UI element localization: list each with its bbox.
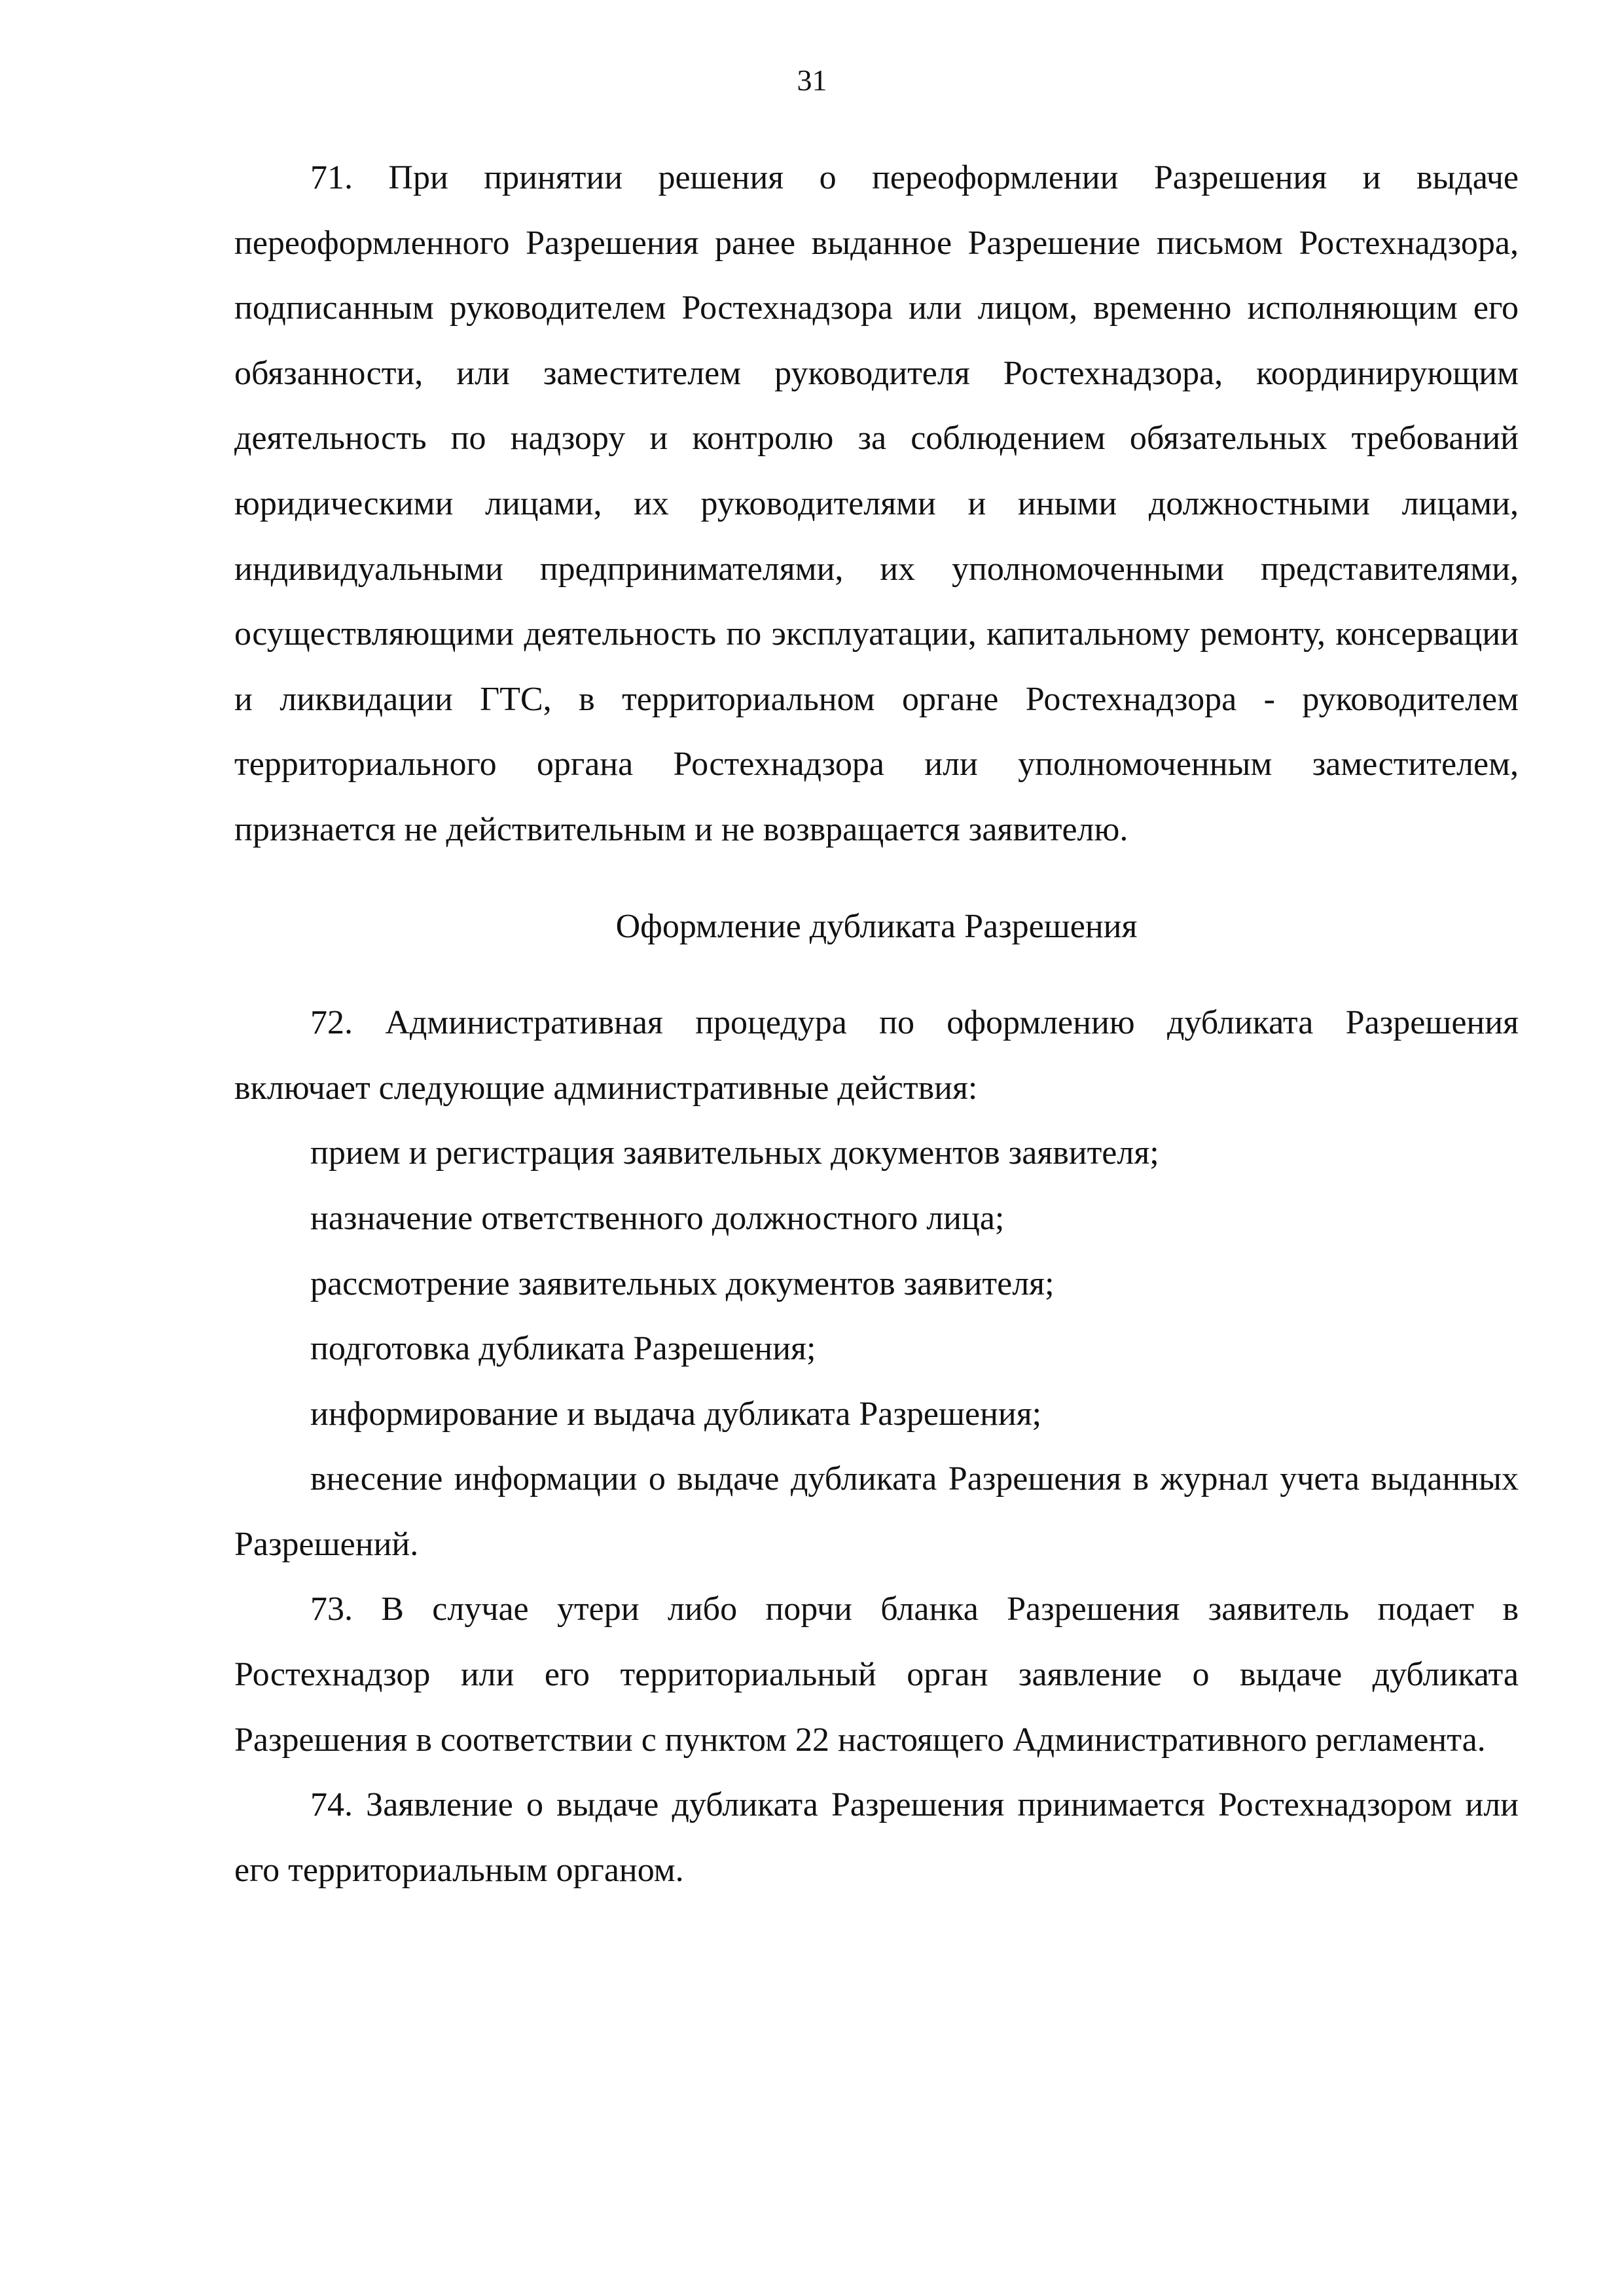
list-item: внесение информации о выдаче дубликата Разрешения в журнал учета выданных Разрешений. [234, 1460, 1519, 1563]
paragraph-73: 73. В случае утери либо порчи бланка Разрешения заявитель подает в Ростехнадзор или его территориальный орган заявление о выдаче дубликата Разрешения в соответствии с пунктом 22 настоящего Административного регламента. [234, 1590, 1519, 1759]
section-heading: Оформление дубликата Разрешения [615, 907, 1138, 945]
list-item: подготовка дубликата Разрешения; [310, 1330, 816, 1368]
paragraph-71: 71. При принятии решения о переоформлении Разрешения и выдаче переоформленного Разрешения ранее выданное Разрешение письмом Ростехнадзора, подписанным руководителем Ростехнадзора или лицом, временно исполняющим его обязанности, или заместителем руководителя Ростехнадзора, координирующим деятельность по надзору и контролю за соблюдением обязательных требований юридическими лицами, их руководителями и иными должностными лицами, индивидуальными предпринимателями, их уполномоченными представителями, осуществляющими деятельность по эксплуатации, капитальному ремонту, консервации и ликвидации ГТС, в территориальном органе Ростехнадзора - руководителем территориального органа Ростехнадзора или уполномоченным заместителем, признается не действительным и не возвращается заявителю. [234, 159, 1519, 848]
document-body [234, 145, 1519, 1903]
list-item: информирование и выдача дубликата Разрешения; [310, 1395, 1042, 1433]
list-item: назначение ответственного должностного лица; [310, 1199, 1005, 1237]
paragraph-74: 74. Заявление о выдаче дубликата Разрешения принимается Ростехнадзором или его территориальным органом. [234, 1786, 1519, 1889]
list-item: прием и регистрация заявительных документов заявителя; [310, 1134, 1159, 1172]
paragraph-72: 72. Административная процедура по оформлению дубликата Разрешения включает следующие административные действия: [234, 1004, 1519, 1107]
page-number: 31 [797, 63, 827, 97]
list-item: рассмотрение заявительных документов заявителя; [310, 1265, 1055, 1302]
